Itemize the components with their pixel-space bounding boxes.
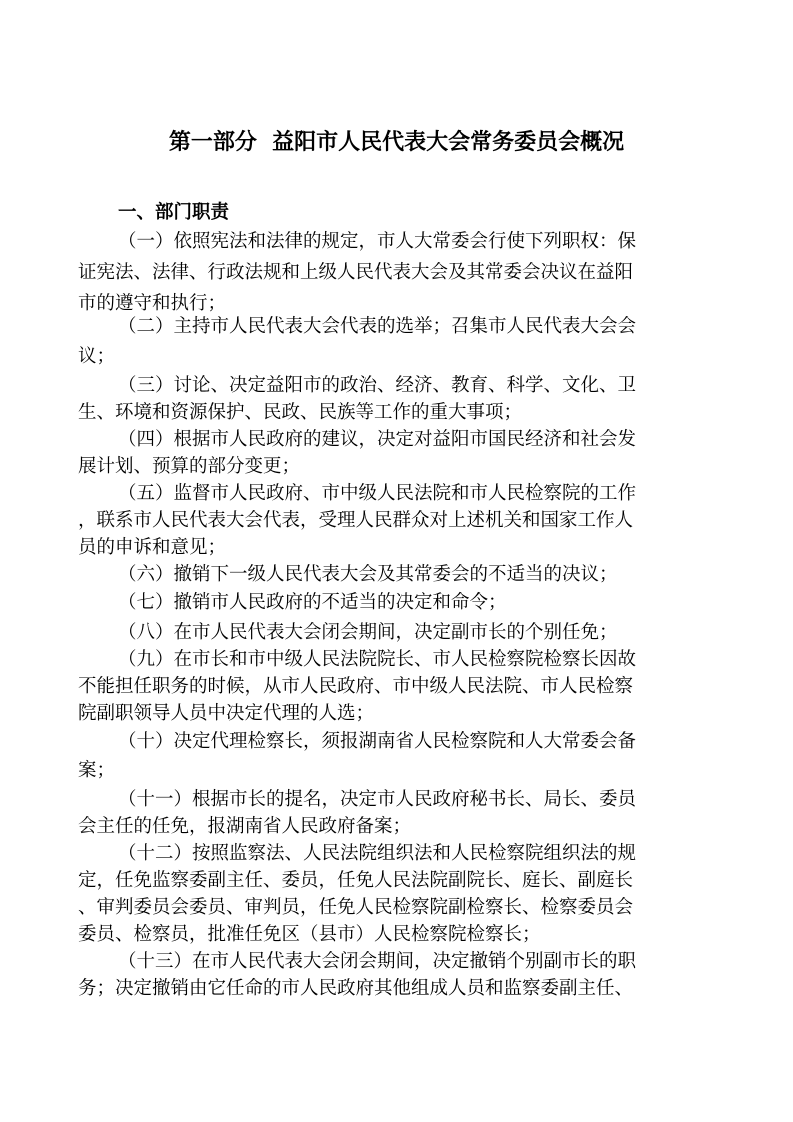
paragraph-line: 展计划、预算的部分变更； [78,456,301,477]
paragraph-line: 议； [78,346,116,367]
paragraph-line: （三）讨论、决定益阳市的政治、经济、教育、科学、文化、卫 [118,375,637,396]
paragraph-line: 生、环境和资源保护、民政、民族等工作的重大事项； [78,402,523,423]
paragraph-line: 定，任免监察委副主任、委员，任免人民法院副院长、庭长、副庭长 [78,870,634,891]
paragraph-line: 、审判委员会委员、审判员，任免人民检察院副检察长、检察委员会 [78,897,634,918]
paragraph-line: 务；决定撤销由它任命的市人民政府其他组成人员和监察委副主任、 [78,978,634,999]
paragraph-line: 证宪法、法律、行政法规和上级人民代表大会及其常委会决议在益阳 [78,262,634,283]
paragraph-line: 市的遵守和执行； [78,293,227,314]
paragraph-line: （十一）根据市长的提名，决定市人民政府秘书长、局长、委员 [118,789,637,810]
paragraph-line: （二）主持市人民代表大会代表的选举；召集市人民代表大会会 [118,316,637,337]
paragraph-line: （八）在市人民代表大会闭会期间，决定副市长的个别任免； [118,622,618,643]
paragraph-line: （十三）在市人民代表大会闭会期间，决定撤销个别副市长的职 [118,951,637,972]
paragraph-line: 会主任的任免，报湖南省人民政府备案； [78,816,412,837]
paragraph-line: （四）根据市人民政府的建议，决定对益阳市国民经济和社会发 [118,429,637,450]
paragraph-line: （五）监督市人民政府、市中级人民法院和市人民检察院的工作 [118,483,637,504]
paragraph-line: ，联系市人民代表大会代表，受理人民群众对上述机关和国家工作人 [78,510,634,531]
paragraph-line: （一）依照宪法和法律的规定，市人大常委会行使下列职权：保 [118,231,637,252]
paragraph-line: （六）撤销下一级人民代表大会及其常委会的不适当的决议； [118,564,618,585]
paragraph-line: （十）决定代理检察长，须报湖南省人民检察院和人大常委会备 [118,731,637,752]
paragraph-line: 不能担任职务的时候，从市人民政府、市中级人民法院、市人民检察 [78,676,634,697]
paragraph-line: 案； [78,760,116,781]
paragraph-line: 员的申诉和意见； [78,537,227,558]
paragraph-line: （十二）按照监察法、人民法院组织法和人民检察院组织法的规 [118,843,637,864]
page-title: 第一部分 益阳市人民代表大会常务委员会概况 [168,130,625,155]
paragraph-line: 院副职领导人员中决定代理的人选； [78,703,375,724]
section-heading: 一、部门职责 [118,202,230,223]
paragraph-line: （七）撤销市人民政府的不适当的决定和命令； [118,592,507,613]
paragraph-line: 委员、检察员，批准任免区（县市）人民检察院检察长； [78,924,541,945]
paragraph-line: （九）在市长和市中级人民法院院长、市人民检察院检察长因故 [118,649,637,670]
